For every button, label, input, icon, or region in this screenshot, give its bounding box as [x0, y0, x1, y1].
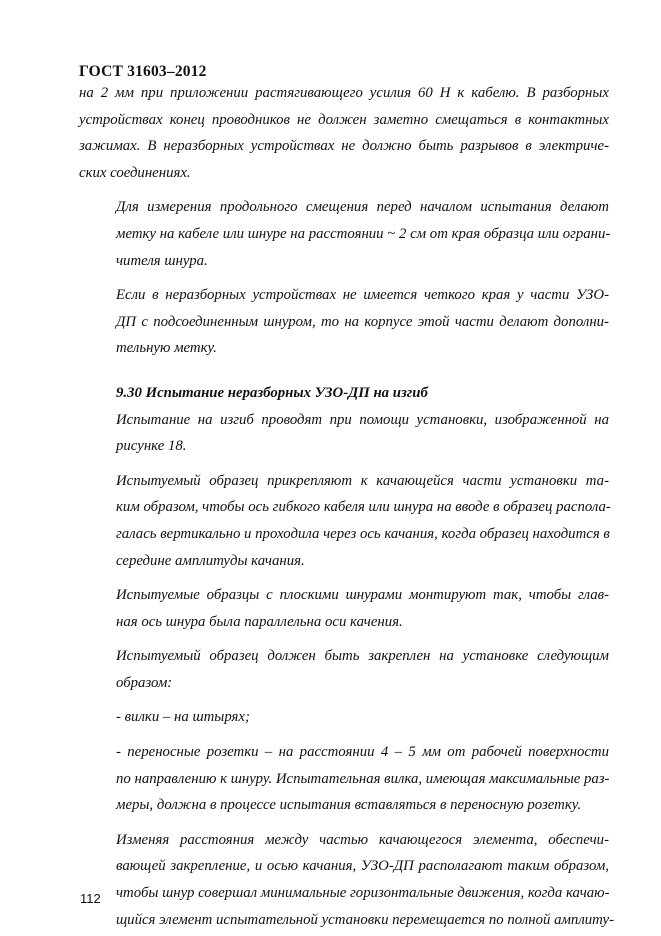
paragraph [79, 739, 609, 819]
text-line: Если в неразборных устройствах не имеется четкого края у части УЗО- [116, 287, 609, 304]
text-line: метку на кабеле или шнуре на расстоянии ~ 2 см от края образца или ограни- [116, 225, 611, 242]
paragraph [79, 643, 609, 696]
text-line: ДП с подсоединенным шнуром, то на корпусе этой части делают дополни- [116, 313, 609, 330]
text-line: - вилки – на штырях; [116, 709, 250, 726]
text-line: тельную метку. [116, 340, 217, 357]
paragraph [79, 582, 609, 635]
document-body [79, 80, 614, 933]
text-line: устройствах конец проводников не должен заметно смещаться в контактных [79, 111, 609, 128]
text-line: ских соединениях. [79, 164, 191, 181]
text-line: Испытуемый образец прикрепляют к качающейся части установки та- [116, 472, 609, 489]
text-line: галась вертикально и проходила через ось качания, когда образец находится в [116, 525, 610, 542]
paragraph [79, 282, 609, 362]
text-line: Для измерения продольного смещения перед началом испытания делают [116, 199, 609, 216]
paragraph [79, 468, 609, 574]
text-line: середине амплитуды качания. [116, 552, 305, 569]
text-line: Испытуемый образец должен быть закреплен на установке следующим [116, 648, 609, 665]
paragraph [79, 80, 609, 186]
text-line: меры, должна в процессе испытания вставляться в переносную розетку. [116, 797, 582, 814]
paragraph [79, 194, 609, 274]
text-line: - переносные розетки – на расстоянии 4 – 5 мм от рабочей поверхности [116, 744, 609, 761]
paragraph [79, 827, 614, 933]
paragraph [79, 407, 609, 460]
text-line: Испытание на изгиб проводят при помощи установки, изображенной на [116, 411, 609, 428]
text-line: ким образом, чтобы ось гибкого кабеля или шнура на вводе в образец распола- [116, 499, 611, 516]
text-line: образом: [116, 674, 173, 691]
text-line: щийся элемент испытательной установки перемещается по полной амплиту- [116, 911, 614, 928]
standard-header: ГОСТ 31603–2012 [79, 63, 207, 80]
section-heading: 9.30 Испытание неразборных УЗО-ДП на изгиб [116, 384, 428, 401]
text-line: вающей закрепление, и осью качания, УЗО-ДП располагают таким образом, [116, 858, 609, 875]
text-line: зажимах. В неразборных устройствах не должно быть разрывов в электриче- [79, 138, 609, 155]
text-line: ная ось шнура была параллельна оси качения. [116, 613, 403, 630]
text-line: чителя шнура. [116, 252, 208, 269]
text-line: чтобы шнур совершал минимальные горизонтальные движения, когда качаю- [116, 885, 610, 902]
text-line: Испытуемые образцы с плоскими шнурами монтируют так, чтобы глав- [116, 587, 609, 604]
text-line: по направлению к шнуру. Испытательная вилка, имеющая максимальные раз- [116, 770, 610, 787]
paragraph [79, 704, 609, 731]
intro-text [79, 80, 609, 362]
text-line: рисунке 18. [116, 438, 187, 455]
page-number: 112 [80, 891, 101, 906]
text-line: Изменяя расстояния между частью качающегося элемента, обеспечи- [116, 831, 609, 848]
text-line: на 2 мм при приложении растягивающего усилия 60 Н к кабелю. В разборных [79, 85, 609, 101]
section-text [79, 407, 614, 934]
